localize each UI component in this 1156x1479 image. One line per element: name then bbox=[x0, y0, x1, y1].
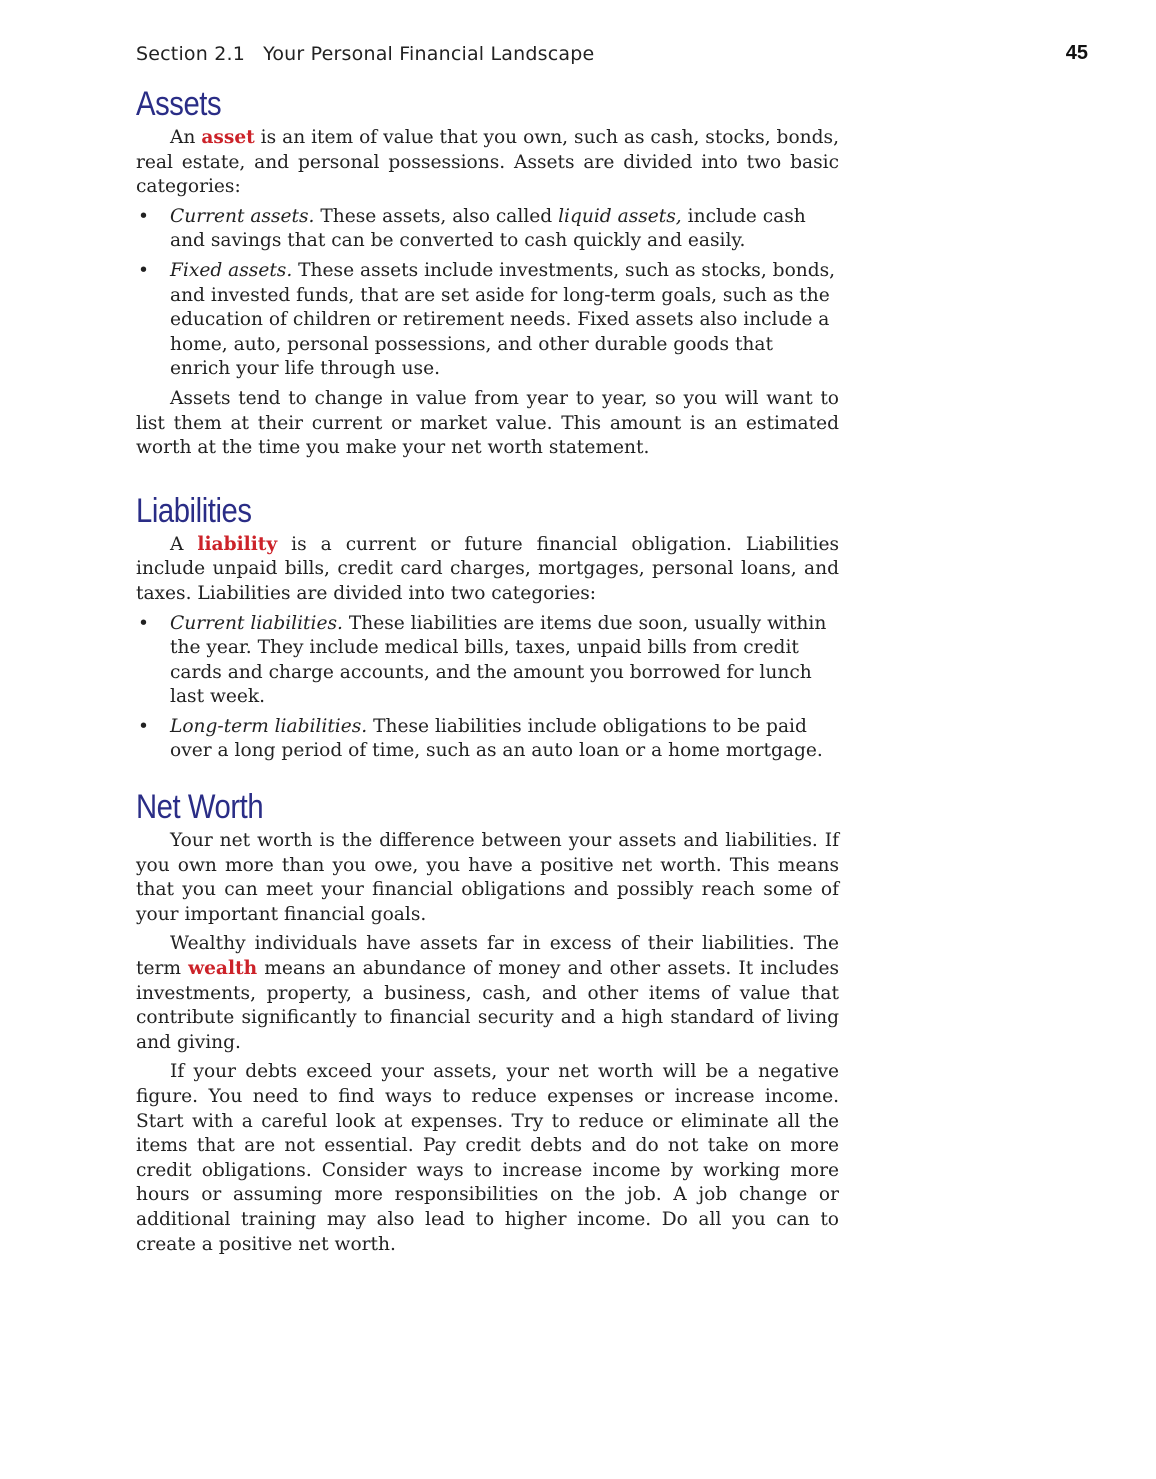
assets-closing: Assets tend to change in value from year to year, so you will want to list them at their current or market value. This amount is an estimated worth at the time you make your net worth statement. bbox=[136, 387, 839, 459]
current-liabilities-label: Current liabilities. bbox=[170, 612, 343, 634]
net-worth-para-2 bbox=[136, 932, 839, 1055]
liabilities-intro-lead: A bbox=[170, 533, 198, 555]
key-term-asset: asset bbox=[201, 127, 255, 148]
long-term-liabilities-text: These liabilities include obligations to be paid over a long period of time, such as an auto loan or a home mortgage. bbox=[170, 715, 823, 762]
long-term-liabilities-label: Long-term liabilities. bbox=[170, 715, 368, 737]
liabilities-intro-body: is a current or future financial obligation. Liabilities include unpaid bills, credit card charges, mortgages, personal loans, and taxes. Liabilities are divided into two categories: bbox=[136, 533, 839, 604]
net-worth-heading: Net Worth bbox=[136, 788, 264, 827]
liquid-assets-term: liquid assets, bbox=[558, 205, 682, 227]
net-worth-para-1: Your net worth is the difference between your assets and liabilities. If you own more than you owe, you have a positive net worth. This means that you can meet your financial obligations and possibly reach some of your important financial goals. bbox=[136, 830, 839, 925]
fixed-assets-label: Fixed assets. bbox=[170, 259, 293, 281]
section-number: Section 2.1 bbox=[136, 43, 246, 65]
liabilities-section bbox=[136, 491, 839, 764]
net-worth-para-2-body: means an abundance of money and other assets. It includes investments, property, a business, cash, and other items of value that contribute significantly to financial security and a high standard of living and giving. bbox=[136, 958, 839, 1053]
assets-intro-body: is an item of value that you own, such as cash, stocks, bonds, real estate, and personal possessions. Assets are divided into two basic categories: bbox=[136, 127, 839, 198]
liabilities-heading: Liabilities bbox=[136, 491, 252, 530]
list-item-fixed-assets bbox=[136, 259, 839, 382]
bullet-icon: • bbox=[138, 715, 149, 737]
current-liabilities-text: These liabilities are items due soon, usually within the year. They include medical bills, taxes, unpaid bills from credit cards and charge accounts, and the amount you borrowed for lunch last week. bbox=[170, 612, 827, 708]
section-title: Your Personal Financial Landscape bbox=[263, 43, 595, 65]
net-worth-section bbox=[136, 787, 839, 1257]
key-term-wealth: wealth bbox=[188, 958, 258, 980]
net-worth-para-3: If your debts exceed your assets, your net worth will be a negative figure. You need to find ways to reduce expenses or increase income. Start with a careful look at expenses. Try to reduce or eliminate all the items that are not essential. Pay credit debts and do not take on more credit obligations. Consider ways to increase income by working more hours or assuming more responsibilities on the job. A job change or additional training may also lead to higher income. Do all you can to create a positive net worth. bbox=[136, 1061, 839, 1255]
list-item-current-liabilities bbox=[136, 612, 839, 710]
key-term-liability: liability bbox=[197, 533, 278, 555]
fixed-assets-text: These assets include investments, such as stocks, bonds, and invested funds, that are set aside for long-term goals, such as the education of children or retirement needs. Fixed assets also include a home, auto, personal possessions, and other durable goods that enrich your life through use. bbox=[170, 259, 836, 380]
running-head bbox=[136, 43, 594, 65]
page-number: 45 bbox=[1065, 42, 1088, 64]
bullet-icon: • bbox=[138, 259, 149, 281]
assets-list bbox=[136, 205, 839, 382]
assets-section bbox=[136, 84, 839, 461]
liabilities-intro bbox=[136, 533, 839, 607]
list-item-current-assets bbox=[136, 205, 839, 254]
net-worth-para-2-lead: Wealthy individuals have assets far in excess of their liabilities. The term bbox=[136, 933, 839, 980]
bullet-icon: • bbox=[138, 205, 149, 227]
assets-heading: Assets bbox=[136, 85, 222, 123]
liabilities-list bbox=[136, 612, 839, 765]
current-assets-text-post: include cash and savings that can be converted to cash quickly and easily. bbox=[170, 205, 806, 252]
current-assets-text-pre: These assets, also called bbox=[314, 205, 559, 227]
current-assets-label: Current assets. bbox=[170, 205, 315, 227]
bullet-icon: • bbox=[138, 612, 149, 634]
list-item-long-term-liabilities bbox=[136, 715, 839, 764]
assets-intro-lead: An bbox=[170, 127, 202, 148]
assets-intro bbox=[136, 126, 839, 200]
page-content bbox=[136, 84, 839, 1262]
